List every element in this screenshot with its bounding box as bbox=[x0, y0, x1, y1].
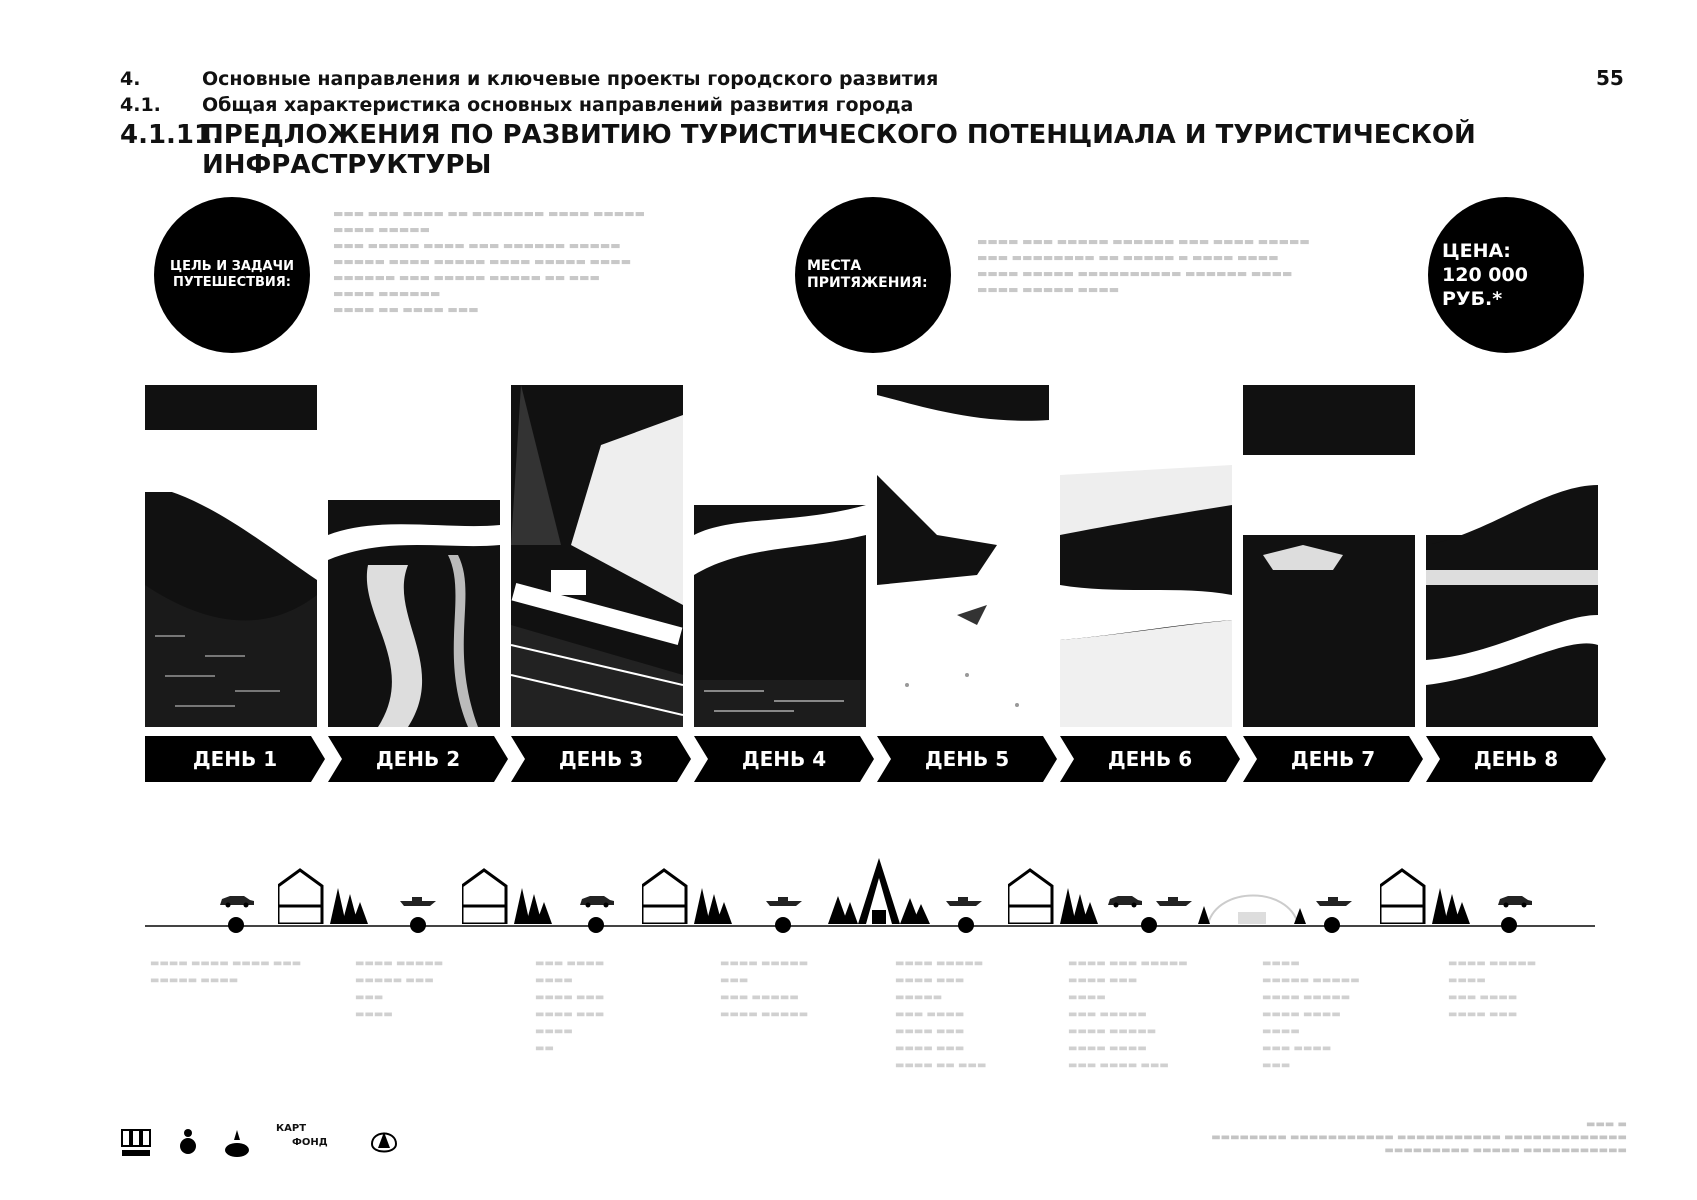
timeline-dot bbox=[588, 917, 604, 933]
car-icon bbox=[218, 894, 256, 908]
boat-icon bbox=[946, 895, 982, 907]
page-number: 55 bbox=[1596, 66, 1624, 90]
goal-circle bbox=[154, 197, 310, 353]
day-2-label: ДЕНЬ 2 bbox=[375, 747, 461, 771]
day-1-description-faint: ▬▬▬▬ ▬▬▬▬ ▬▬▬▬ ▬▬▬ ▬▬▬▬▬ ▬▬▬▬ bbox=[150, 958, 302, 986]
day-3-chevron bbox=[511, 736, 691, 782]
timeline-dot bbox=[228, 917, 244, 933]
route-timeline bbox=[145, 925, 1595, 927]
goal-circle-line1: ЦЕЛЬ И ЗАДАЧИ bbox=[170, 259, 294, 274]
boat-icon bbox=[766, 895, 802, 907]
day-8-chevron bbox=[1426, 736, 1606, 782]
footer-note-faint: ▬▬▬ ▬ ▬▬▬▬▬▬▬▬ ▬▬▬▬▬▬▬▬▬▬▬ ▬▬▬▬▬▬▬▬▬▬▬ ▬▬▬▬▬▬▬▬▬▬▬▬▬ ▬▬▬▬▬▬▬▬▬ ▬▬▬▬▬ ▬▬▬▬▬▬▬▬▬▬▬ bbox=[1211, 1119, 1627, 1156]
timeline-dot bbox=[1324, 917, 1340, 933]
house-with-trees-icon bbox=[462, 868, 552, 924]
day-7-label: ДЕНЬ 7 bbox=[1290, 747, 1376, 771]
day-3-description-faint: ▬▬▬ ▬▬▬▬ ▬▬▬▬ ▬▬▬▬ ▬▬▬ ▬▬▬▬ ▬▬▬ ▬▬▬▬ ▬▬ bbox=[535, 958, 605, 1054]
day-7-chevron bbox=[1243, 736, 1423, 782]
timeline-dot bbox=[958, 917, 974, 933]
day-4-label: ДЕНЬ 4 bbox=[741, 747, 827, 771]
day-7-photo bbox=[1243, 385, 1415, 727]
timeline-dot bbox=[1141, 917, 1157, 933]
logo-5-icon bbox=[368, 1124, 400, 1158]
goal-circle-line2: ПУТЕШЕСТВИЯ: bbox=[173, 275, 291, 290]
day-8-label: ДЕНЬ 8 bbox=[1473, 747, 1559, 771]
day-6-description-faint: ▬▬▬▬ ▬▬▬ ▬▬▬▬▬ ▬▬▬▬ ▬▬▬ ▬▬▬▬ ▬▬▬ ▬▬▬▬▬ ▬▬▬▬ ▬▬▬▬▬ ▬▬▬▬ ▬▬▬▬ ▬▬▬ ▬▬▬▬ ▬▬▬ bbox=[1068, 958, 1188, 1071]
day-2-description-faint: ▬▬▬▬ ▬▬▬▬▬ ▬▬▬▬▬ ▬▬▬ ▬▬▬ ▬▬▬▬ bbox=[355, 958, 444, 1020]
boat-icon bbox=[1316, 895, 1352, 907]
day-5-chevron bbox=[877, 736, 1057, 782]
price-circle-line2: 120 000 РУБ.* bbox=[1442, 264, 1528, 310]
kart-fond-line2: ФОНД bbox=[292, 1137, 328, 1148]
logo-3-icon bbox=[224, 1128, 250, 1158]
heading-text: Общая характеристика основных направлений развития города bbox=[202, 94, 914, 116]
heading-number: 4.1.11. bbox=[120, 120, 222, 150]
heading-text: Основные направления и ключевые проекты городского развития bbox=[202, 68, 939, 90]
day-5-description-faint: ▬▬▬▬ ▬▬▬▬▬ ▬▬▬▬ ▬▬▬ ▬▬▬▬▬ ▬▬▬ ▬▬▬▬ ▬▬▬▬ ▬▬▬ ▬▬▬▬ ▬▬▬ ▬▬▬▬ ▬▬ ▬▬▬ bbox=[895, 958, 987, 1071]
timeline-dot bbox=[775, 917, 791, 933]
house-with-trees-icon bbox=[1380, 868, 1470, 924]
day-6-label: ДЕНЬ 6 bbox=[1107, 747, 1193, 771]
day-3-label: ДЕНЬ 3 bbox=[558, 747, 644, 771]
heading-number: 4.1. bbox=[120, 94, 161, 116]
day-4-description-faint: ▬▬▬▬ ▬▬▬▬▬ ▬▬▬ ▬▬▬ ▬▬▬▬▬ ▬▬▬▬ ▬▬▬▬▬ bbox=[720, 958, 809, 1020]
day-4-photo bbox=[694, 385, 866, 727]
places-circle-line2: ПРИТЯЖЕНИЯ: bbox=[807, 275, 928, 291]
goal-description-faint: ▬▬▬ ▬▬▬ ▬▬▬▬ ▬▬ ▬▬▬▬▬▬▬ ▬▬▬▬ ▬▬▬▬▬ ▬▬▬▬ ▬▬▬▬▬ ▬▬▬ ▬▬▬▬▬ ▬▬▬▬ ▬▬▬ ▬▬▬▬▬▬ ▬▬▬▬▬ ▬▬▬▬▬ ▬▬▬▬ ▬▬▬▬▬ ▬▬▬▬ ▬▬▬▬▬ ▬▬▬▬ ▬▬▬▬▬▬ ▬▬▬ ▬▬▬▬▬ ▬▬▬▬▬ ▬▬ ▬▬▬ ▬▬▬▬ ▬▬▬▬▬▬ ▬▬▬▬ ▬▬ ▬▬▬▬ ▬▬▬ bbox=[333, 207, 645, 316]
places-circle-line1: МЕСТА bbox=[807, 258, 862, 274]
price-circle-line1: ЦЕНА: bbox=[1442, 240, 1511, 262]
boat-icon bbox=[1156, 895, 1192, 907]
timeline-dot bbox=[410, 917, 426, 933]
places-circle bbox=[795, 197, 951, 353]
car-icon bbox=[1106, 894, 1144, 908]
day-7-description-faint: ▬▬▬▬ ▬▬▬▬▬ ▬▬▬▬▬ ▬▬▬▬ ▬▬▬▬▬ ▬▬▬▬ ▬▬▬▬ ▬▬▬▬ ▬▬▬ ▬▬▬▬ ▬▬▬ bbox=[1262, 958, 1360, 1071]
car-icon bbox=[1496, 894, 1534, 908]
day-1-label: ДЕНЬ 1 bbox=[192, 747, 278, 771]
kart-fond-logo bbox=[276, 1122, 328, 1150]
kart-fond-line1: КАРТ bbox=[276, 1123, 307, 1134]
logo-2-icon bbox=[178, 1128, 198, 1158]
day-1-chevron bbox=[145, 736, 325, 782]
day-4-chevron bbox=[694, 736, 874, 782]
house-with-trees-icon bbox=[642, 868, 732, 924]
car-icon bbox=[578, 894, 616, 908]
dome-camp-icon bbox=[1198, 866, 1308, 924]
day-2-photo bbox=[328, 385, 500, 727]
heading-number: 4. bbox=[120, 68, 141, 90]
a-frame-house-icon bbox=[828, 856, 930, 924]
day-3-photo bbox=[511, 385, 683, 727]
day-8-description-faint: ▬▬▬▬ ▬▬▬▬▬ ▬▬▬▬ ▬▬▬ ▬▬▬▬ ▬▬▬▬ ▬▬▬ bbox=[1448, 958, 1537, 1020]
page-title: ПРЕДЛОЖЕНИЯ ПО РАЗВИТИЮ ТУРИСТИЧЕСКОГО ПОТЕНЦИАЛА И ТУРИСТИЧЕСКОЙ ИНФРАСТРУКТУРЫ bbox=[202, 120, 1476, 180]
places-description-faint: ▬▬▬▬ ▬▬▬ ▬▬▬▬▬ ▬▬▬▬▬▬ ▬▬▬ ▬▬▬▬ ▬▬▬▬▬ ▬▬▬ ▬▬▬▬▬▬▬▬ ▬▬ ▬▬▬▬▬ ▬ ▬▬▬▬ ▬▬▬▬ ▬▬▬▬ ▬▬▬▬▬ ▬▬▬▬▬▬▬▬▬▬ ▬▬▬▬▬▬ ▬▬▬▬ ▬▬▬▬ ▬▬▬▬▬ ▬▬▬▬ bbox=[977, 235, 1310, 296]
day-6-photo bbox=[1060, 385, 1232, 727]
price-circle bbox=[1428, 197, 1584, 353]
day-5-photo bbox=[877, 385, 1049, 727]
day-1-photo bbox=[145, 385, 317, 727]
day-6-chevron bbox=[1060, 736, 1240, 782]
logo-1-icon bbox=[120, 1128, 152, 1158]
timeline-dot bbox=[1501, 917, 1517, 933]
boat-icon bbox=[400, 895, 436, 907]
day-2-chevron bbox=[328, 736, 508, 782]
house-with-trees-icon bbox=[278, 868, 368, 924]
house-with-trees-icon bbox=[1008, 868, 1098, 924]
day-5-label: ДЕНЬ 5 bbox=[924, 747, 1010, 771]
day-8-photo bbox=[1426, 385, 1598, 727]
